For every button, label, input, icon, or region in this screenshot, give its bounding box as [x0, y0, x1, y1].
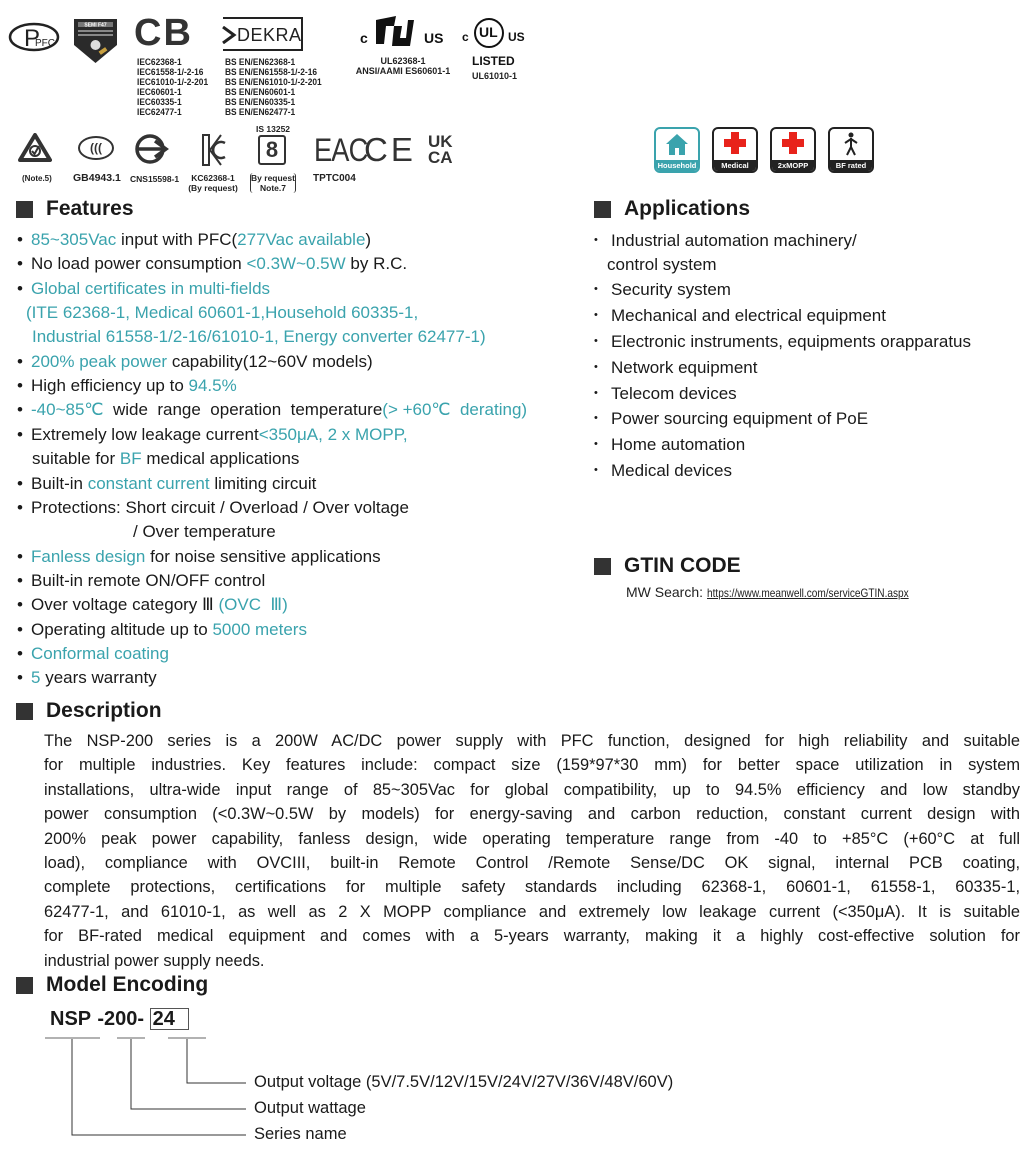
bis-icon: 8 — [258, 135, 286, 165]
description-line: for BF-rated medical equipment and comes with a 5-years warranty, making it a highly cost-effective solution for — [44, 927, 1020, 946]
bis-note: By request — [251, 173, 295, 183]
2xmopp-label: 2xMOPP — [772, 160, 814, 171]
cb-standards — [137, 58, 208, 118]
bullet-icon: • — [17, 595, 23, 615]
feature-highlight: 85~305Vac — [31, 230, 117, 249]
application-text: Telecom devices — [611, 384, 737, 403]
ce-logo: CE — [364, 131, 416, 168]
eac-standard: TPTC004 — [313, 173, 356, 184]
model-encoding-connectors — [0, 1030, 260, 1142]
ukca-top: UK — [428, 132, 453, 151]
model-voltage: 24 — [150, 1008, 189, 1030]
description-line: power consumption (<0.3W~0.5W by models) for energy-saving and carbon reduction, constant current design with — [44, 805, 1020, 824]
feature-item — [17, 496, 409, 520]
medical-label: Medical — [714, 160, 756, 171]
bullet-icon: • — [594, 438, 598, 450]
person-icon — [842, 132, 860, 156]
description-line: complete protections, certifications for multiple safety standards including 62368-1, 60601-1, 61558-1, 60335-1, — [44, 878, 1020, 897]
feature-item — [17, 252, 407, 276]
features-heading — [16, 197, 134, 221]
bullet-icon: • — [17, 376, 23, 396]
feature-item — [32, 447, 299, 471]
ur-c: c — [360, 30, 368, 46]
feature-highlight: <350μA, 2 x MOPP, — [258, 424, 408, 444]
feature-item — [17, 277, 270, 301]
cb-standard: IEC61558-1/-2-16 — [137, 67, 204, 78]
application-item — [594, 432, 745, 458]
bullet-icon: • — [594, 283, 598, 295]
feature-highlight: (> +60℃ derating) — [382, 400, 528, 420]
feature-item — [17, 618, 307, 642]
description-line: industrial power supply needs. — [44, 951, 265, 970]
feature-item — [17, 350, 373, 374]
ccc-standard: GB4943.1 — [73, 172, 121, 184]
application-item — [594, 303, 886, 329]
cb-logo: CB — [134, 12, 193, 54]
bullet-icon: • — [594, 361, 598, 373]
dekra-standard: BS EN/EN60335-1 — [225, 97, 296, 108]
ur-standards — [352, 56, 454, 76]
model-encoding-heading — [16, 973, 208, 997]
kc-icon — [201, 133, 227, 172]
ur-recognized-logo — [360, 14, 450, 50]
section-square-icon — [594, 201, 611, 218]
feature-item — [17, 374, 237, 398]
ul-listed-logo — [462, 14, 534, 54]
ul-standard: UL61010-1 — [472, 71, 518, 81]
feature-item — [17, 545, 381, 569]
cb-standard: IEC62368-1 — [137, 57, 182, 68]
feature-text: capability(12~60V models) — [167, 351, 373, 371]
dekra-logo — [223, 17, 303, 51]
feature-item — [133, 520, 276, 544]
2xmopp-badge — [770, 127, 816, 173]
feature-text: suitable for — [32, 449, 120, 469]
feature-item — [17, 642, 169, 666]
model-code — [50, 1008, 189, 1031]
feature-highlight: (OVC Ⅲ) — [218, 595, 288, 615]
description-line: 200% peak power capability, fanless design, wide operating temperature range from -40 to +85°C (+60°C at full — [44, 829, 1020, 848]
description-line: for multiple industries. Key features include: compact size (159*97*30 mm) for better space utilization in system — [44, 756, 1020, 775]
ccc-icon: ((( — [78, 136, 114, 160]
feature-text: Protections: Short circuit / Overload / Over voltage — [31, 497, 409, 517]
application-item — [594, 277, 731, 303]
feature-item — [17, 472, 316, 496]
application-text: Network equipment — [611, 358, 758, 377]
medical-cross-icon — [724, 132, 746, 154]
feature-item — [17, 666, 157, 690]
feature-highlight: 5000 meters — [212, 619, 307, 639]
medical-cross-icon — [782, 132, 804, 154]
feature-highlight: Industrial 61558-1/2-16/61010-1, Energy converter 62477-1) — [32, 327, 486, 347]
bullet-icon: • — [594, 335, 598, 347]
application-text: Security system — [611, 280, 731, 299]
feature-highlight: Conformal coating — [31, 643, 169, 663]
feature-item — [17, 423, 408, 447]
description-title: Description — [46, 699, 162, 722]
bullet-icon: • — [17, 668, 23, 688]
feature-highlight: 94.5% — [188, 376, 237, 396]
feature-text: for noise sensitive applications — [145, 546, 381, 566]
bullet-icon: • — [594, 234, 598, 246]
gtin-heading — [594, 554, 741, 578]
dekra-standard: BS EN/EN61010-1/-2-201 — [225, 77, 322, 88]
bf-rated-label: BF rated — [830, 160, 872, 171]
feature-highlight: (ITE 62368-1, Medical 60601-1,Household 60335-1, — [26, 303, 419, 323]
rcm-note: (Note.5) — [22, 174, 52, 183]
feature-item — [17, 398, 527, 422]
application-item — [594, 458, 732, 484]
feature-highlight: <0.3W~0.5W — [246, 254, 346, 274]
feature-text: High efficiency up to — [31, 376, 189, 396]
bullet-icon: • — [594, 464, 598, 476]
semi-f47-text: SEMI F47 — [84, 22, 107, 29]
house-icon — [665, 132, 689, 156]
feature-text: input with PFC( — [116, 230, 238, 249]
gtin-link[interactable]: https://www.meanwell.com/serviceGTIN.aspx — [707, 586, 910, 600]
ur-standard: UL62368-1 — [380, 56, 426, 66]
feature-text: Operating altitude up to — [31, 619, 213, 639]
feature-highlight: Fanless design — [31, 546, 146, 566]
ukca-bottom: CA — [428, 148, 453, 167]
dekra-standard: BS EN/EN61558-1/-2-16 — [225, 67, 318, 78]
cb-standard: IEC62477-1 — [137, 107, 182, 118]
application-item — [607, 252, 717, 278]
application-item — [594, 228, 857, 254]
bullet-icon: • — [17, 351, 23, 371]
description-line: load), compliance with OVCIII, built-in Remote Control /Remote Sense/DC OK signal, internal PCB coating, — [44, 854, 1020, 873]
ur-us: US — [424, 30, 444, 46]
feature-highlight: 5 — [31, 668, 41, 688]
bsmi-standard: CNS15598-1 — [130, 174, 180, 184]
bullet-icon: • — [594, 387, 598, 399]
ul-c: c — [462, 30, 469, 44]
applications-heading — [594, 197, 750, 221]
feature-text: medical applications — [141, 449, 300, 469]
bullet-icon: • — [17, 473, 23, 493]
gtin-title: GTIN CODE — [624, 554, 741, 577]
description-line: 62477-1, and 61010-1, as well as 2 X MOPP compliance and extremely low leakage current (<350μA). It is suitable — [44, 902, 1020, 921]
dekra-standard: BS EN/EN62368-1 — [225, 57, 296, 68]
dekra-standards — [225, 58, 322, 118]
feature-text: Extremely low leakage current — [31, 424, 259, 444]
kc-text — [188, 173, 238, 193]
feature-highlight: BF — [119, 449, 142, 469]
bullet-icon: • — [17, 643, 23, 663]
bf-rated-badge — [828, 127, 874, 173]
household-badge — [654, 127, 700, 173]
application-item — [594, 329, 971, 355]
bsmi-icon — [133, 133, 169, 170]
feature-text: Built-in remote ON/OFF control — [31, 570, 266, 590]
series-name-label: Series name — [254, 1125, 347, 1143]
applications-title: Applications — [624, 197, 751, 220]
bullet-icon: • — [17, 619, 23, 639]
bullet-icon: • — [594, 412, 598, 424]
application-item — [594, 406, 868, 432]
feature-highlight: constant current — [87, 473, 210, 493]
medical-badge — [712, 127, 758, 173]
ukca-logo — [428, 134, 453, 166]
section-square-icon — [16, 977, 33, 994]
application-item — [594, 355, 757, 381]
section-square-icon — [16, 201, 33, 218]
description-heading — [16, 699, 162, 723]
output-wattage-label: Output wattage — [254, 1099, 366, 1117]
bis-note-number: Note.7 — [260, 183, 286, 193]
feature-item — [17, 569, 265, 593]
bullet-icon: • — [17, 424, 23, 444]
feature-item — [26, 301, 418, 325]
description-body — [44, 729, 1020, 973]
ul-us: US — [508, 30, 525, 44]
ul-mark-text: UL — [479, 24, 498, 40]
bullet-icon: • — [594, 309, 598, 321]
feature-text: years warranty — [40, 668, 157, 688]
feature-highlight: Global certificates in multi-fields — [31, 278, 271, 298]
semi-f47-badge — [72, 17, 119, 64]
bullet-icon: • — [17, 254, 23, 274]
bullet-icon: • — [17, 546, 23, 566]
dekra-standard: BS EN/EN62477-1 — [225, 107, 296, 118]
feature-highlight: 200% peak power — [31, 351, 168, 371]
feature-text: limiting circuit — [209, 473, 317, 493]
ul-listed-label: LISTED — [472, 54, 515, 68]
application-text: control system — [607, 255, 717, 274]
cb-standard: IEC61010-1/-2-201 — [137, 77, 209, 88]
feature-item — [17, 228, 371, 252]
feature-text: by R.C. — [345, 254, 408, 274]
eac-logo: EAC — [314, 132, 368, 168]
bullet-icon: • — [17, 230, 23, 249]
feature-item — [32, 325, 486, 349]
model-wattage: -200- — [97, 1008, 145, 1030]
dekra-standard: BS EN/EN60601-1 — [225, 87, 296, 98]
feature-text: / Over temperature — [133, 522, 276, 542]
bis-number: IS 13252 — [256, 124, 291, 134]
feature-text: Built-in — [31, 473, 88, 493]
application-item — [594, 381, 737, 407]
application-text: Medical devices — [611, 461, 732, 480]
bis-text — [250, 173, 296, 193]
feature-text: Over voltage category Ⅲ — [31, 595, 219, 615]
feature-text: No load power consumption — [31, 254, 247, 274]
ur-standard: ANSI/AAMI ES60601-1 — [355, 66, 451, 76]
cb-standard: IEC60601-1 — [137, 87, 182, 98]
kc-standard: KC62368-1 — [191, 173, 235, 183]
description-line: The NSP-200 series is a 200W AC/DC power supply with PFC function, designed for high reliability and suitable — [44, 732, 1020, 750]
application-text: Mechanical and electrical equipment — [611, 306, 886, 325]
model-encoding-title: Model Encoding — [46, 973, 209, 996]
section-square-icon — [594, 558, 611, 575]
feature-text: wide range operation temperature — [103, 400, 383, 420]
feature-highlight: -40~85℃ — [31, 400, 104, 420]
features-title: Features — [46, 197, 134, 220]
application-text: Home automation — [611, 435, 746, 454]
output-voltage-label: Output voltage (5V/7.5V/12V/15V/24V/27V/36V/48V/60V) — [254, 1073, 674, 1091]
application-text: Electronic instruments, equipments orapparatus — [611, 332, 972, 351]
bullet-icon: • — [17, 278, 23, 298]
rcm-icon — [18, 133, 52, 168]
kc-note: (By request) — [188, 183, 238, 193]
gtin-search — [626, 584, 948, 602]
svg-text:P: P — [24, 25, 41, 52]
gtin-label: MW Search: — [626, 584, 704, 600]
model-series: NSP — [50, 1008, 91, 1030]
household-label: Household — [657, 161, 697, 170]
feature-text: ) — [365, 230, 372, 249]
bullet-icon: • — [17, 497, 23, 517]
feature-highlight: 277Vac available — [237, 230, 366, 249]
pfc-logo-text: PFC — [35, 38, 55, 49]
bullet-icon: • — [17, 570, 23, 590]
section-square-icon — [16, 703, 33, 720]
bullet-icon: • — [17, 400, 23, 420]
description-line: installations, ultra-wide input range of 85~305Vac for global compatibility, up to 94.5% efficiency and low standby — [44, 780, 1020, 799]
feature-item — [17, 593, 288, 617]
dekra-text: DEKRA — [237, 25, 302, 45]
application-text: Power sourcing equipment of PoE — [611, 409, 869, 428]
application-text: Industrial automation machinery/ — [611, 231, 857, 250]
cb-standard: IEC60335-1 — [137, 97, 182, 108]
pfc-logo — [8, 22, 60, 52]
